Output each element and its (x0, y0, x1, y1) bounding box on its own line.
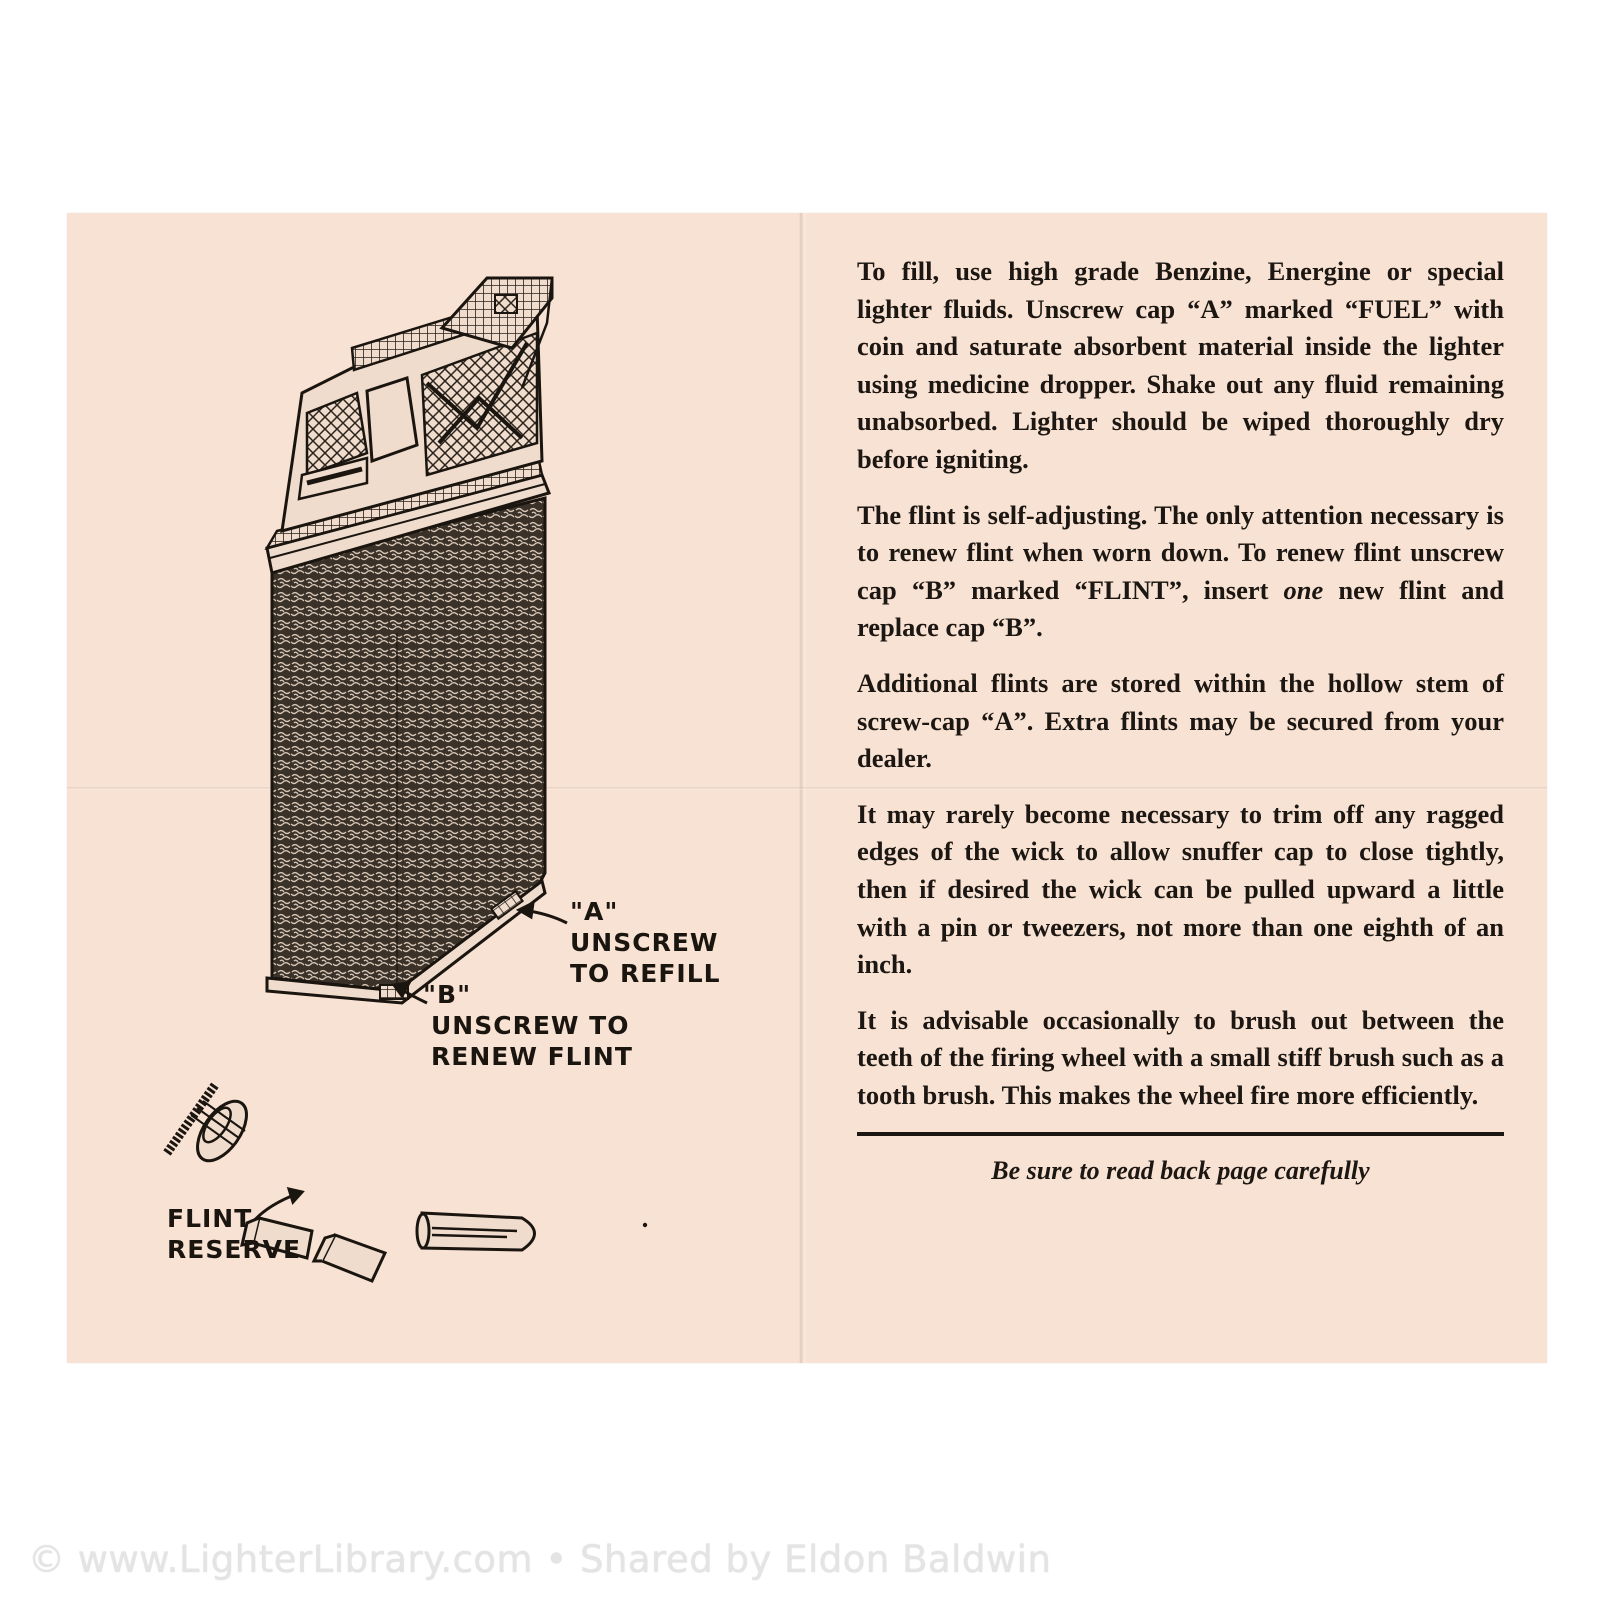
screw-cap-part (167, 1085, 256, 1169)
label-flint-line2: RESERVE (167, 1235, 302, 1264)
lighter-illustration (67, 213, 802, 1363)
watermark-credit: © www.LighterLibrary.com • Shared by Eldon Baldwin (28, 1538, 1052, 1581)
instruction-flint-part2: new flint and replace cap “B”. (857, 574, 1504, 643)
read-back-page-note: Be sure to read back page carefully (991, 1156, 1370, 1186)
hollow-stem-part (417, 1213, 535, 1250)
instruction-leaflet (67, 213, 1547, 1363)
instruction-fill: To fill, use high grade Benzine, Energine or special lighter fluids. Unscrew cap “A” marked “FUEL” with coin and saturate absorbent material inside the lighter using medicine dropper. Shake out any fluid remaining unabsorbed. Lighter should be wiped thoroughly dry before igniting. (857, 256, 1504, 474)
label-b-mark: "B" (423, 980, 472, 1009)
label-a-line2: TO REFILL (570, 959, 721, 988)
lighter-body (267, 498, 545, 1003)
label-a-line1: UNSCREW (570, 928, 719, 957)
instruction-wick: It may rarely become necessary to trim off any ragged edges of the wick to allow snuffer cap to close tightly, then if desired the wick can be pulled upward a little with a pin or tweezers, not more than one eighth of an inch. (857, 798, 1504, 980)
label-a-mark: "A" (570, 897, 619, 926)
instruction-flint-part1: The flint is self-adjusting. The only attention necessary is to renew flint when worn down. To renew flint unscrew cap “B” marked “FLINT”, insert (857, 499, 1504, 605)
instruction-additional-flints: Additional flints are stored within the hollow stem of screw-cap “A”. Extra flints may be secured from your dealer. (857, 667, 1504, 774)
right-panel-instructions (857, 253, 1504, 1186)
instruction-flint-emphasis: one (1283, 574, 1324, 605)
label-flint-line1: FLINT (167, 1204, 253, 1233)
instruction-brush-wheel: It is advisable occasionally to brush out between the teeth of the firing wheel with a small stiff brush such as a tooth brush. This makes the wheel fire more efficiently. (857, 1004, 1504, 1110)
ink-speck (643, 1223, 647, 1227)
label-b-line1: UNSCREW TO (431, 1011, 630, 1040)
left-panel-illustration (67, 213, 802, 1363)
instruction-flint (857, 497, 1504, 647)
label-b-line2: RENEW FLINT (431, 1042, 633, 1071)
divider-rule (857, 1132, 1504, 1136)
